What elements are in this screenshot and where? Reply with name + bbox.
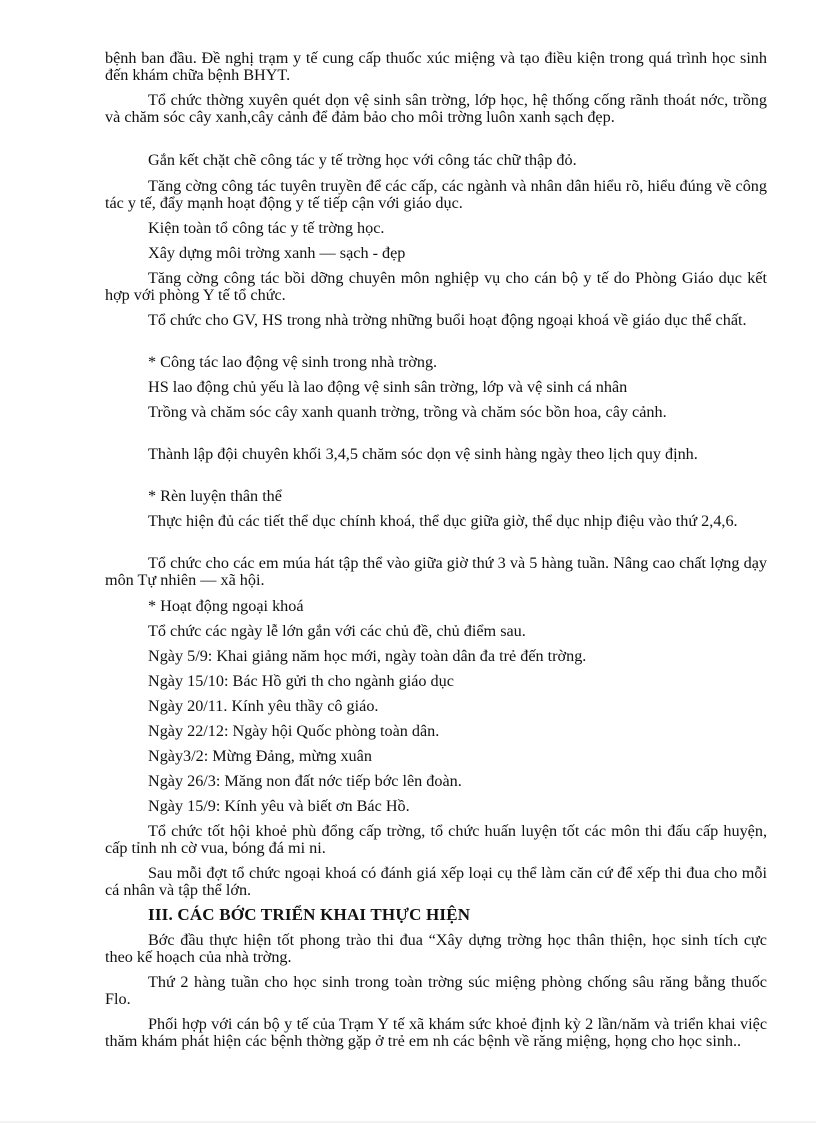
paragraph: Gắn kết chặt chẽ công tác y tế trờng học với công tác chữ thập đỏ. [148,151,577,169]
paragraph: Phối hợp với cán bộ y tế của Trạm Y tế xã khám sức khoẻ định kỳ 2 lần/năm và triển khai việc thăm khám phát hiện các bệnh thờng gặp ở trẻ em nh các bệnh về răng miệng, họng cho học sinh.. [105,1015,767,1050]
paragraph: Ngày 20/11. Kính yêu thầy cô giáo. [148,697,379,715]
paragraph: Thứ 2 hàng tuần cho học sinh trong toàn trờng súc miệng phòng chống sâu răng bằng thuốc Flo. [105,973,767,1008]
paragraph: Tăng cờng công tác tuyên truyền để các cấp, các ngành và nhân dân hiểu rõ, hiểu đúng về công tác y tế, đẩy mạnh hoạt động y tế tiếp cận với giáo dục. [105,177,767,212]
paragraph: Ngày 26/3: Măng non đất nớc tiếp bớc lên đoàn. [148,772,462,790]
paragraph: Thực hiện đủ các tiết thể dục chính khoá, thể dục giữa giờ, thể dục nhịp điệu vào thứ 2,4,6. [148,512,738,530]
paragraph: Ngày 15/10: Bác Hồ gửi th cho ngành giáo dục [148,672,454,690]
paragraph: * Công tác lao động vệ sinh trong nhà trờng. [148,353,438,371]
paragraph: Ngày 22/12: Ngày hội Quốc phòng toàn dân. [148,722,440,740]
paragraph: Tăng cờng công tác bồi dỡng chuyên môn nghiệp vụ cho cán bộ y tế do Phòng Giáo dục kết hợp với phòng Y tế tổ chức. [105,269,767,304]
paragraph: Sau mỗi đợt tổ chức ngoại khoá có đánh giá xếp loại cụ thể làm căn cứ để xếp thi đua cho mỗi cá nhân và tập thể lớn. [105,864,767,899]
paragraph: Ngày3/2: Mừng Đảng, mừng xuân [148,747,372,765]
paragraph: Ngày 15/9: Kính yêu và biết ơn Bác Hồ. [148,797,410,815]
paragraph: Tổ chức thờng xuyên quét dọn vệ sinh sân trờng, lớp học, hệ thống cống rãnh thoát nớc, trồng và chăm sóc cây xanh,cây cảnh để đảm bảo cho môi trờng luôn xanh sạch đẹp. [105,91,767,126]
paragraph: Tổ chức cho GV, HS trong nhà trờng những buổi hoạt động ngoại khoá về giáo dục thể chất. [148,311,747,329]
paragraph: Ngày 5/9: Khai giảng năm học mới, ngày toàn dân đa trẻ đến trờng. [148,647,587,665]
paragraph: HS lao động chủ yếu là lao động vệ sinh sân trờng, lớp và vệ sinh cá nhân [148,378,628,396]
paragraph: Thành lập đội chuyên khối 3,4,5 chăm sóc dọn vệ sinh hàng ngày theo lịch quy định. [148,445,698,463]
paragraph: Xây dựng môi trờng xanh — sạch - đẹp [148,244,406,262]
paragraph: Tổ chức cho các em múa hát tập thể vào giữa giờ thứ 3 và 5 hàng tuần. Nâng cao chất lợng dạy môn Tự nhiên — xã hội. [105,554,767,589]
paragraph: Trồng và chăm sóc cây xanh quanh trờng, trồng và chăm sóc bồn hoa, cây cảnh. [148,403,667,421]
paragraph: Tổ chức tốt hội khoẻ phù đổng cấp trờng, tổ chức huấn luyện tốt các môn thi đấu cấp huyện, cấp tỉnh nh cờ vua, bóng đá mi ni. [105,822,767,857]
paragraph: * Rèn luyện thân thể [148,487,282,505]
paragraph: Tổ chức các ngày lễ lớn gắn với các chủ đề, chủ điểm sau. [148,622,526,640]
paragraph: * Hoạt động ngoại khoá [148,597,304,615]
section-heading: III. CÁC BỚC TRIỂN KHAI THỰC HIỆN [148,905,471,924]
paragraph: Bớc đầu thực hiện tốt phong trào thi đua “Xây dựng trờng học thân thiện, học sinh tích cực theo kế hoạch của nhà trờng. [105,931,767,966]
paragraph: Kiện toàn tổ công tác y tế trờng học. [148,219,385,237]
paragraph: bệnh ban đầu. Đề nghị trạm y tế cung cấp thuốc xúc miệng và tạo điều kiện trong quá trình học sinh đến khám chữa bệnh BHYT. [105,49,767,84]
